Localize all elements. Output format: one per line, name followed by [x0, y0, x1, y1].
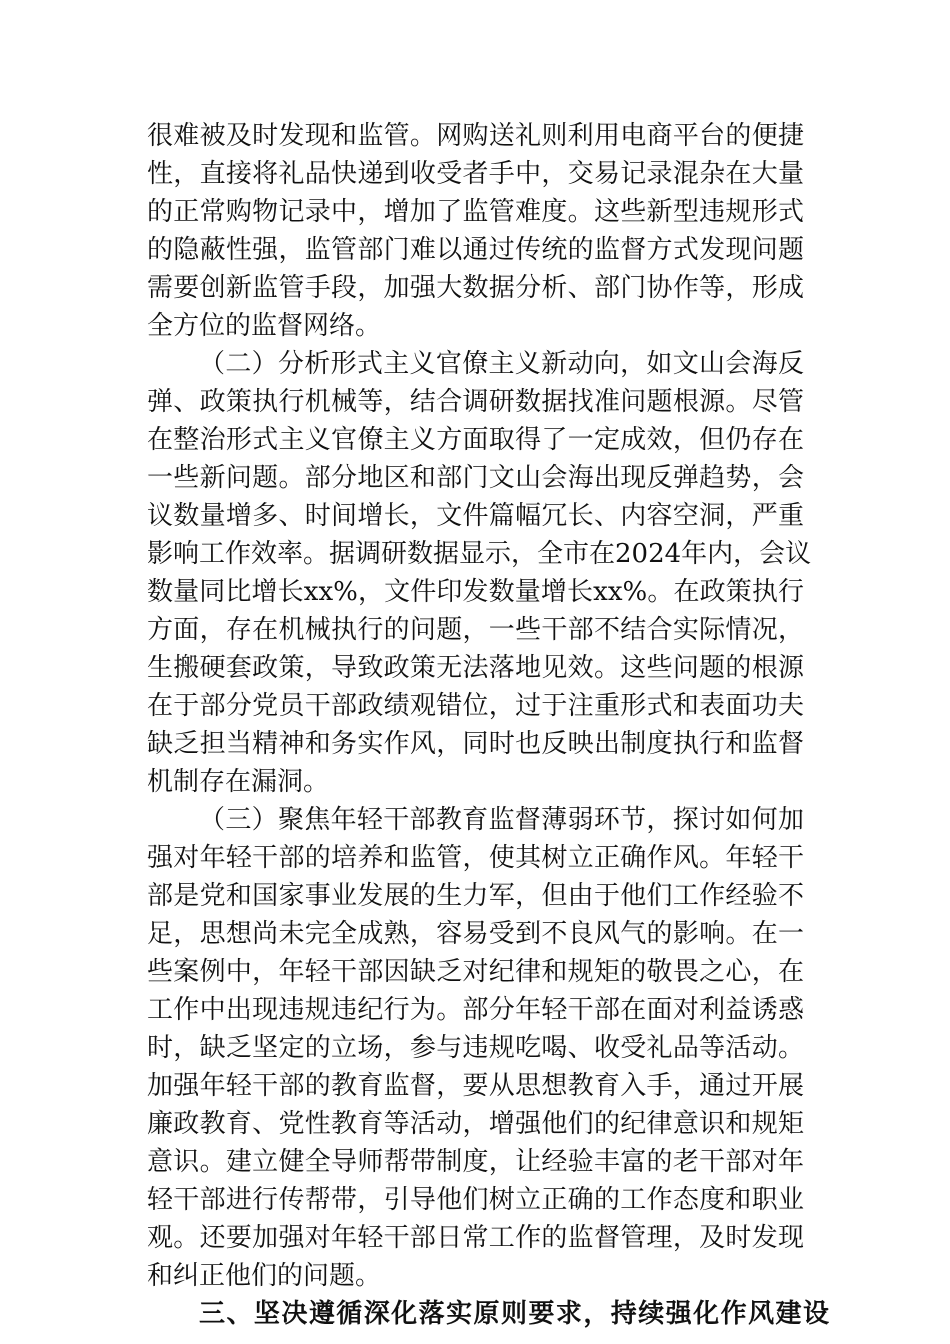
text-line: 的正常购物记录中，增加了监管难度。这些新型违规形式 [147, 197, 804, 227]
text-line: 些案例中，年轻干部因缺乏对纪律和规矩的敬畏之心，在 [147, 957, 804, 987]
text-line: 意识。建立健全导师帮带制度，让经验丰富的老干部对年 [147, 1147, 804, 1177]
text-line: 足，思想尚未完全成熟，容易受到不良风气的影响。在一 [147, 919, 804, 949]
text-line: 生搬硬套政策，导致政策无法落地见效。这些问题的根源 [147, 653, 804, 683]
text-line: 在整治形式主义官僚主义方面取得了一定成效，但仍存在 [147, 425, 804, 455]
text-line: 加强年轻干部的教育监督，要从思想教育入手，通过开展 [147, 1071, 804, 1101]
text-line: 议数量增多、时间增长，文件篇幅冗长、内容空洞，严重 [147, 501, 804, 531]
text-line: 机制存在漏洞。 [147, 767, 330, 797]
text-line: 性，直接将礼品快递到收受者手中，交易记录混杂在大量 [147, 159, 804, 189]
subsection-heading-line: （三）聚焦年轻干部教育监督薄弱环节，探讨如何加 [199, 805, 804, 835]
text-line: 数量同比增长xx%，文件印发数量增长xx%。在政策执行 [147, 577, 804, 607]
section-heading: 三、坚决遵循深化落实原则要求，持续强化作风建设 [199, 1299, 829, 1329]
text-line: 的隐蔽性强，监管部门难以通过传统的监督方式发现问题 [147, 235, 804, 265]
text-line: 强对年轻干部的培养和监管，使其树立正确作风。年轻干 [147, 843, 804, 873]
text-line: 观。还要加强对年轻干部日常工作的监督管理，及时发现 [147, 1223, 804, 1253]
text-line: 影响工作效率。据调研数据显示，全市在2024年内，会议 [147, 539, 812, 569]
text-line: 弹、政策执行机械等，结合调研数据找准问题根源。尽管 [147, 387, 804, 417]
text-line: 需要创新监管手段，加强大数据分析、部门协作等，形成 [147, 273, 804, 303]
text-line: 缺乏担当精神和务实作风，同时也反映出制度执行和监督 [147, 729, 804, 759]
text-line: 一些新问题。部分地区和部门文山会海出现反弹趋势，会 [147, 463, 804, 493]
text-line: 方面，存在机械执行的问题，一些干部不结合实际情况， [147, 615, 804, 645]
text-line: 在于部分党员干部政绩观错位，过于注重形式和表面功夫 [147, 691, 804, 721]
text-line: 廉政教育、党性教育等活动，增强他们的纪律意识和规矩 [147, 1109, 804, 1139]
subsection-heading-line: （二）分析形式主义官僚主义新动向，如文山会海反 [199, 349, 804, 379]
text-line: 轻干部进行传帮带，引导他们树立正确的工作态度和职业 [147, 1185, 804, 1215]
text-line: 全方位的监督网络。 [147, 311, 382, 341]
text-line: 部是党和国家事业发展的生力军，但由于他们工作经验不 [147, 881, 804, 911]
text-line: 工作中出现违规违纪行为。部分年轻干部在面对利益诱惑 [147, 995, 804, 1025]
text-line: 很难被及时发现和监管。网购送礼则利用电商平台的便捷 [147, 121, 804, 151]
text-line: 和纠正他们的问题。 [147, 1261, 382, 1291]
text-line: 时，缺乏坚定的立场，参与违规吃喝、收受礼品等活动。 [147, 1033, 804, 1063]
